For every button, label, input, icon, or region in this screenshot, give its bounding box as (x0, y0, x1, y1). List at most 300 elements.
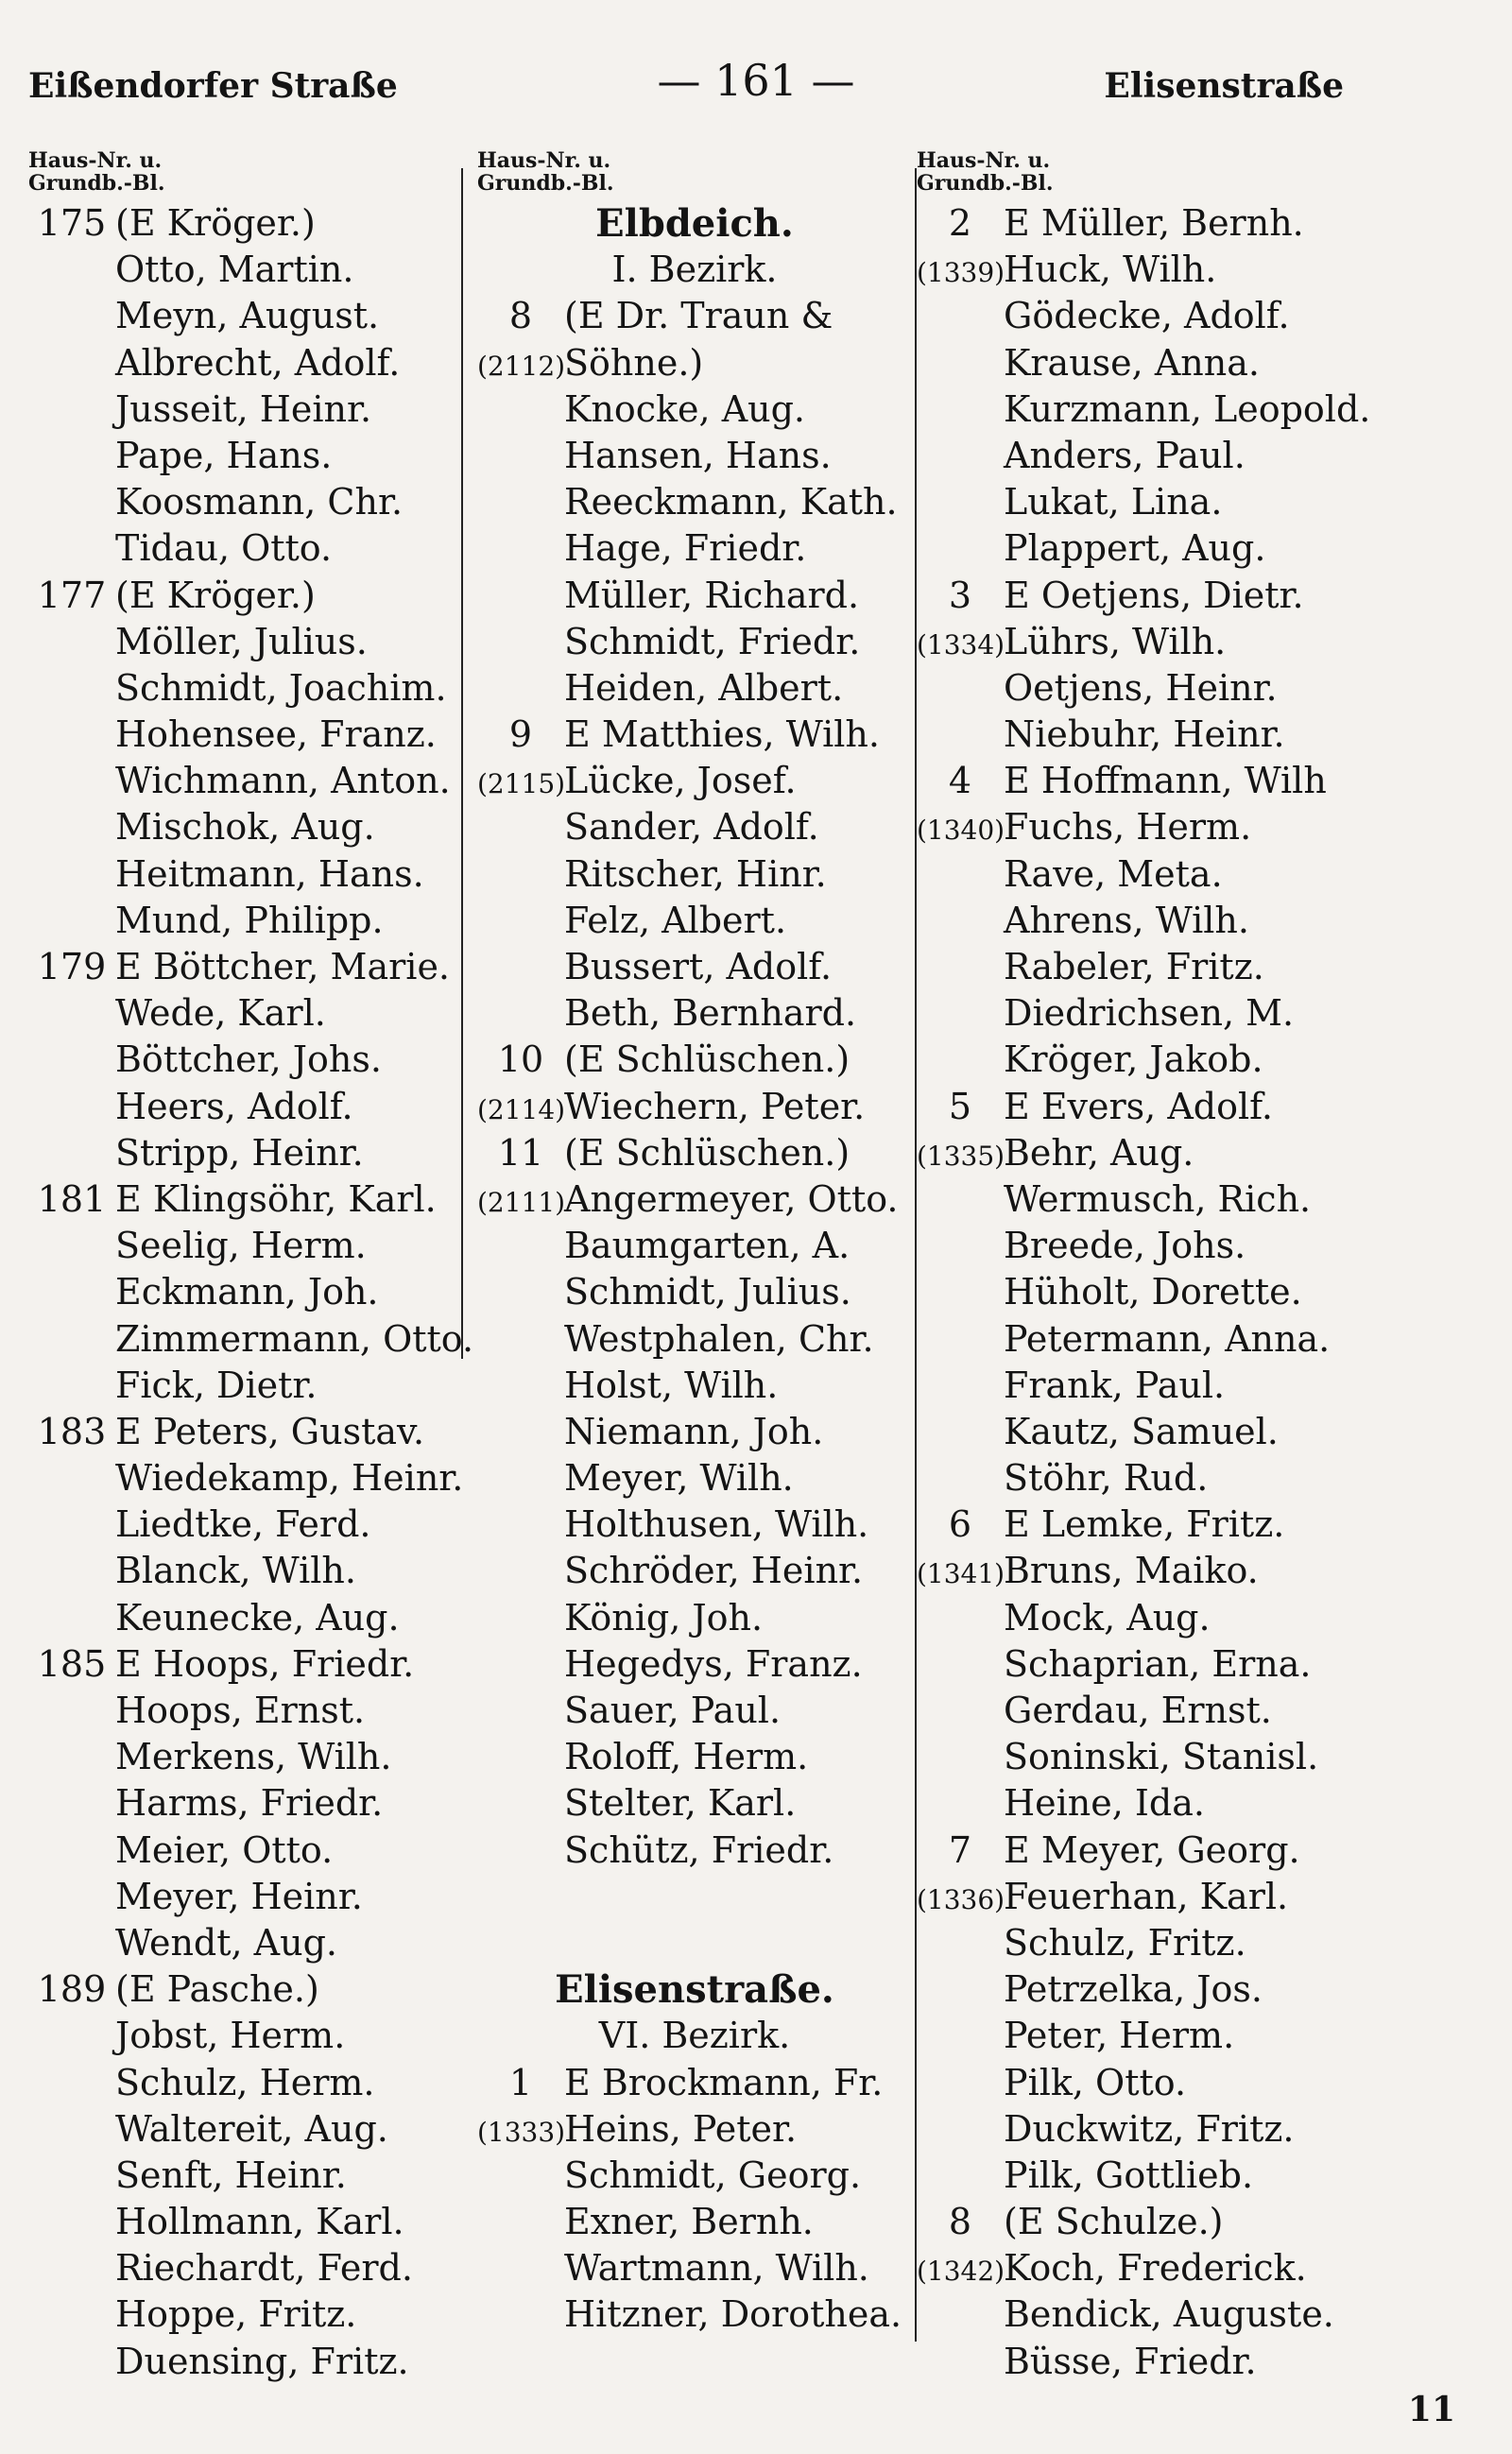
resident-name: Zimmermann, Otto. (115, 1317, 474, 1360)
resident-name: Schulz, Herm. (115, 2061, 375, 2103)
resident-line (917, 665, 1361, 712)
resident-line (28, 340, 472, 386)
resident-name: E Evers, Adolf. (1004, 1085, 1273, 1127)
street-heading: Elbdeich. (595, 201, 794, 246)
resident-name: Wartmann, Wilh. (564, 2247, 869, 2290)
spacer (477, 1874, 912, 1920)
house-entry (477, 1084, 912, 1130)
resident-name: König, Joh. (564, 1596, 764, 1639)
resident-line (477, 2245, 912, 2291)
resident-line (917, 340, 1361, 386)
resident-line (28, 665, 472, 712)
resident-line (28, 247, 472, 293)
land-register-number: (2112) (477, 350, 566, 382)
resident-line (28, 1084, 472, 1130)
resident-line (28, 1688, 472, 1734)
resident-line (477, 573, 912, 619)
resident-name: Meier, Otto. (115, 1828, 334, 1871)
resident-line (477, 2153, 912, 2199)
resident-name: E Peters, Gustav. (115, 1410, 425, 1452)
resident-line (477, 386, 912, 433)
house-entry (917, 573, 1361, 619)
resident-name: Rave, Meta. (1004, 852, 1223, 895)
resident-name: E Hoffmann, Wilh (1004, 760, 1327, 802)
column-lines (477, 200, 912, 2339)
house-number: 181 (37, 1177, 107, 1220)
resident-name: Lücke, Josef. (564, 760, 797, 802)
resident-name: Ahrens, Wilh. (1004, 899, 1249, 941)
resident-name: Stripp, Heinr. (115, 1131, 364, 1174)
resident-name: Diedrichsen, M. (1004, 992, 1295, 1035)
resident-line (917, 898, 1361, 944)
resident-line (917, 1920, 1361, 1966)
resident-name: (E Schulze.) (1004, 2201, 1224, 2243)
resident-line (917, 2013, 1361, 2059)
resident-name: Wermusch, Rich. (1004, 1177, 1312, 1220)
resident-name: Feuerhan, Karl. (1004, 1875, 1289, 1917)
resident-line (28, 804, 472, 850)
resident-line (477, 2291, 912, 2338)
house-entry (477, 1130, 912, 1176)
house-entry (477, 758, 912, 804)
resident-name: Frank, Paul. (1004, 1364, 1226, 1406)
resident-line (28, 386, 472, 433)
resident-line (28, 619, 472, 665)
resident-line (28, 758, 472, 804)
resident-name: Pape, Hans. (115, 434, 333, 476)
resident-name: Heiden, Albert. (564, 666, 844, 709)
house-number: 189 (37, 1968, 107, 2011)
house-entry (917, 1502, 1361, 1548)
resident-name: Gerdau, Ernst. (1004, 1690, 1272, 1731)
resident-line (477, 619, 912, 665)
resident-line (917, 1595, 1361, 1641)
resident-line (917, 1734, 1361, 1780)
house-entry (917, 1084, 1361, 1130)
resident-name: Duensing, Fritz. (115, 2340, 409, 2382)
resident-name: Mischok, Aug. (115, 806, 375, 849)
land-register-number: (1334) (917, 628, 1005, 661)
resident-name: (E Dr. Traun & (564, 295, 833, 337)
resident-name: Beth, Bernhard. (564, 992, 857, 1035)
resident-name: Möller, Julius. (115, 620, 368, 662)
resident-name: Bruns, Maiko. (1004, 1550, 1259, 1592)
resident-line (28, 2339, 472, 2385)
resident-name: Wichmann, Anton. (115, 760, 451, 802)
resident-line (477, 1363, 912, 1409)
resident-name: Heers, Adolf. (115, 1085, 353, 1127)
house-number: 11 (497, 1131, 544, 1174)
house-entry (917, 200, 1361, 247)
resident-line (28, 851, 472, 898)
resident-line (477, 851, 912, 898)
resident-name: Duckwitz, Fritz. (1004, 2107, 1295, 2150)
resident-name: Lührs, Wilh. (1004, 620, 1227, 662)
resident-name: E Lemke, Fritz. (1004, 1503, 1285, 1546)
resident-line (917, 2106, 1361, 2153)
resident-line (917, 2339, 1361, 2385)
resident-name: Hegedys, Franz. (564, 1642, 863, 1685)
column-header-line1: Haus-Nr. u. (28, 148, 163, 173)
house-number: 179 (37, 946, 107, 987)
resident-name: Hitzner, Dorothea. (564, 2293, 902, 2336)
resident-name: E Meyer, Georg. (1004, 1828, 1300, 1871)
resident-line (917, 2060, 1361, 2106)
resident-name: Jobst, Herm. (115, 2015, 346, 2057)
resident-line (477, 1641, 912, 1688)
resident-line (28, 1316, 472, 1363)
resident-line (917, 851, 1361, 898)
resident-name: Niebuhr, Heinr. (1004, 713, 1285, 756)
resident-name: Müller, Richard. (564, 574, 860, 616)
resident-name: E Oetjens, Dietr. (1004, 574, 1304, 616)
resident-line (917, 1269, 1361, 1315)
resident-line (917, 2291, 1361, 2338)
resident-name: Bussert, Adolf. (564, 946, 833, 987)
resident-name: Wiedekamp, Heinr. (115, 1457, 464, 1500)
resident-name: Böttcher, Johs. (115, 1038, 382, 1081)
resident-name: Meyn, August. (115, 295, 380, 337)
house-number: 10 (497, 1038, 544, 1081)
resident-name: Schröder, Heinr. (564, 1550, 864, 1592)
column-header-line2: Grundb.-Bl. (477, 171, 614, 196)
resident-line (28, 1920, 472, 1966)
house-entry (28, 1176, 472, 1223)
column-1 (28, 148, 474, 2382)
resident-name: Schaprian, Erna. (1004, 1642, 1312, 1685)
resident-line (477, 479, 912, 525)
resident-line (477, 1269, 912, 1315)
resident-name: Lukat, Lina. (1004, 481, 1223, 523)
column-header (28, 149, 472, 198)
resident-name: Hansen, Hans. (564, 434, 832, 476)
land-register-number: (2115) (477, 768, 566, 800)
resident-name: Fuchs, Herm. (1004, 806, 1252, 849)
resident-name: Meyer, Wilh. (564, 1457, 794, 1500)
resident-name: Krause, Anna. (1004, 341, 1260, 384)
resident-line (917, 990, 1361, 1037)
resident-name: E Hoops, Friedr. (115, 1642, 415, 1685)
house-entry (917, 1828, 1361, 1874)
resident-line (917, 1363, 1361, 1409)
resident-name: Mock, Aug. (1004, 1596, 1211, 1639)
resident-name: Petrzelka, Jos. (1004, 1968, 1263, 2011)
resident-name: Kautz, Samuel. (1004, 1410, 1279, 1452)
resident-line (477, 1316, 912, 1363)
house-entry (28, 944, 472, 990)
resident-name: Stelter, Karl. (564, 1782, 797, 1825)
house-entry (917, 2245, 1361, 2291)
land-register-number: (1339) (917, 257, 1005, 289)
resident-line (28, 525, 472, 572)
house-number: 8 (508, 295, 533, 337)
resident-name: Ritscher, Hinr. (564, 852, 827, 895)
resident-name: Büsse, Friedr. (1004, 2340, 1257, 2382)
house-number: 175 (37, 202, 107, 244)
signature-mark: 11 (1407, 2390, 1455, 2429)
resident-line (477, 433, 912, 479)
resident-line (28, 2291, 472, 2338)
land-register-number: (1333) (477, 2116, 566, 2148)
house-entry (477, 2060, 912, 2106)
resident-line (477, 665, 912, 712)
resident-name: Reeckmann, Kath. (564, 481, 898, 523)
resident-name: Huck, Wilh. (1004, 249, 1217, 291)
resident-line (477, 1409, 912, 1455)
resident-name: Rabeler, Fritz. (1004, 946, 1264, 987)
resident-line (28, 2013, 472, 2059)
house-entry (28, 1641, 472, 1688)
resident-name: Schulz, Fritz. (1004, 1921, 1246, 1964)
resident-line (477, 1734, 912, 1780)
resident-name: Holst, Wilh. (564, 1364, 779, 1406)
resident-name: Exner, Bernh. (564, 2201, 814, 2243)
resident-name: Westphalen, Chr. (564, 1317, 874, 1360)
column-header-line1: Haus-Nr. u. (917, 148, 1051, 173)
resident-line (28, 293, 472, 339)
resident-line (477, 1223, 912, 1269)
resident-line (477, 898, 912, 944)
resident-name: (E Pasche.) (115, 1968, 319, 2011)
resident-name: Gödecke, Adolf. (1004, 295, 1290, 337)
column-3 (917, 148, 1371, 2382)
resident-line (28, 712, 472, 758)
resident-name: Peter, Herm. (1004, 2015, 1235, 2057)
resident-name: Pilk, Gottlieb. (1004, 2154, 1254, 2196)
resident-line (917, 2153, 1361, 2199)
house-number: 1 (508, 2061, 533, 2103)
resident-line (28, 2153, 472, 2199)
column-lines (28, 200, 472, 2385)
house-entry (917, 804, 1361, 850)
house-entry (917, 758, 1361, 804)
house-entry (477, 1176, 912, 1223)
resident-line (477, 990, 912, 1037)
resident-line (28, 1502, 472, 1548)
resident-name: Bendick, Auguste. (1004, 2293, 1334, 2336)
resident-name: Roloff, Herm. (564, 1736, 809, 1778)
resident-line (917, 1966, 1361, 2013)
district-heading: VI. Bezirk. (598, 2015, 791, 2057)
resident-name: Otto, Martin. (115, 249, 354, 291)
house-entry (28, 573, 472, 619)
resident-line (28, 2060, 472, 2106)
resident-name: Petermann, Anna. (1004, 1317, 1331, 1360)
resident-name: Holthusen, Wilh. (564, 1503, 869, 1546)
resident-name: Breede, Johs. (1004, 1225, 1246, 1267)
resident-line (477, 1548, 912, 1594)
resident-name: Liedtke, Ferd. (115, 1503, 371, 1546)
land-register-number: (1341) (917, 1558, 1005, 1590)
running-header-right: Elisenstraße (1104, 66, 1344, 106)
page-number: — 161 — (657, 55, 855, 106)
resident-name: Hollmann, Karl. (115, 2201, 404, 2243)
land-register-number: (1335) (917, 1140, 1005, 1172)
resident-line (28, 1780, 472, 1827)
resident-line (28, 1037, 472, 1083)
column-header-line2: Grundb.-Bl. (917, 171, 1054, 196)
house-entry (477, 340, 912, 386)
resident-name: Hohensee, Franz. (115, 713, 437, 756)
resident-line (28, 1269, 472, 1315)
land-register-number: (2111) (477, 1186, 566, 1218)
resident-name: Hage, Friedr. (564, 527, 807, 570)
house-entry (917, 1548, 1361, 1594)
house-entry (917, 619, 1361, 665)
resident-line (917, 525, 1361, 572)
resident-line (917, 1409, 1361, 1455)
resident-name: Blanck, Wilh. (115, 1550, 356, 1592)
spacer (477, 1920, 912, 1966)
resident-name: Anders, Paul. (1004, 434, 1246, 476)
resident-line (917, 944, 1361, 990)
resident-name: Meyer, Heinr. (115, 1875, 363, 1917)
resident-name: Koch, Frederick. (1004, 2247, 1307, 2290)
resident-name: Fick, Dietr. (115, 1364, 318, 1406)
resident-name: Plappert, Aug. (1004, 527, 1266, 570)
resident-name: Riechardt, Ferd. (115, 2247, 413, 2290)
resident-name: Schütz, Friedr. (564, 1828, 834, 1871)
resident-name: Heine, Ida. (1004, 1782, 1205, 1825)
resident-line (917, 1641, 1361, 1688)
resident-line (917, 1223, 1361, 1269)
resident-name: E Brockmann, Fr. (564, 2061, 884, 2103)
house-entry (917, 1130, 1361, 1176)
resident-line (477, 1595, 912, 1641)
resident-line (477, 944, 912, 990)
resident-line (28, 2245, 472, 2291)
resident-name: Söhne.) (564, 341, 704, 384)
resident-line (917, 293, 1361, 339)
resident-name: E Müller, Bernh. (1004, 202, 1304, 244)
house-entry (477, 1037, 912, 1083)
resident-line (28, 990, 472, 1037)
house-entry (917, 1874, 1361, 1920)
resident-line (917, 1688, 1361, 1734)
resident-line (28, 433, 472, 479)
resident-line (477, 525, 912, 572)
resident-name: Tidau, Otto. (115, 527, 333, 570)
resident-line (28, 1874, 472, 1920)
column-header-line2: Grundb.-Bl. (28, 171, 165, 196)
land-register-number: (1340) (917, 815, 1005, 847)
resident-name: Heitmann, Hans. (115, 852, 424, 895)
resident-name: Stöhr, Rud. (1004, 1457, 1209, 1500)
house-number: 2 (948, 202, 972, 244)
house-entry (917, 2199, 1361, 2245)
resident-line (28, 2199, 472, 2245)
resident-name: Koosmann, Chr. (115, 481, 404, 523)
column-header-line1: Haus-Nr. u. (477, 148, 611, 173)
resident-name: Senft, Heinr. (115, 2154, 347, 2196)
house-entry (28, 1966, 472, 2013)
resident-line (917, 433, 1361, 479)
resident-name: Harms, Friedr. (115, 1782, 384, 1825)
resident-name: Hoops, Ernst. (115, 1690, 366, 1731)
resident-line (28, 898, 472, 944)
resident-name: Sander, Adolf. (564, 806, 819, 849)
resident-line (917, 1316, 1361, 1363)
resident-name: Waltereit, Aug. (115, 2107, 388, 2150)
street-heading: Elisenstraße. (555, 1967, 834, 2013)
resident-name: Heins, Peter. (564, 2107, 798, 2150)
resident-line (477, 804, 912, 850)
house-entry (477, 2106, 912, 2153)
column-header (917, 149, 1361, 198)
land-register-number: (1336) (917, 1883, 1005, 1915)
land-register-number: (2114) (477, 1093, 566, 1125)
resident-name: Hüholt, Dorette. (1004, 1271, 1302, 1313)
resident-name: Angermeyer, Otto. (564, 1177, 899, 1220)
resident-line (917, 479, 1361, 525)
resident-name: Baumgarten, A. (564, 1225, 850, 1267)
resident-name: Wiechern, Peter. (564, 1085, 866, 1127)
resident-name: Oetjens, Heinr. (1004, 666, 1278, 709)
resident-name: (E Kröger.) (115, 202, 316, 244)
resident-name: Schmidt, Joachim. (115, 666, 447, 709)
resident-line (28, 1455, 472, 1502)
house-entry (477, 293, 912, 339)
resident-name: E Böttcher, Marie. (115, 946, 451, 987)
resident-name: Kurzmann, Leopold. (1004, 387, 1371, 430)
column-lines (917, 200, 1371, 2385)
resident-line (917, 1780, 1361, 1827)
resident-line (28, 1223, 472, 1269)
resident-line (477, 1828, 912, 1874)
column-header (477, 149, 912, 198)
resident-name: (E Kröger.) (115, 574, 316, 616)
column-2 (477, 149, 912, 2378)
resident-line (477, 1688, 912, 1734)
resident-name: Sauer, Paul. (564, 1690, 782, 1731)
house-number: 9 (508, 713, 533, 756)
resident-name: Felz, Albert. (564, 899, 787, 941)
resident-name: Schmidt, Georg. (564, 2154, 862, 2196)
house-number: 7 (948, 1828, 972, 1871)
resident-name: E Klingsöhr, Karl. (115, 1177, 437, 1220)
resident-name: Seelig, Herm. (115, 1225, 367, 1267)
resident-name: Jusseit, Heinr. (115, 387, 372, 430)
house-number: 185 (37, 1642, 107, 1685)
land-register-number: (1342) (917, 2256, 1005, 2288)
resident-name: Wendt, Aug. (115, 1921, 337, 1964)
resident-name: Eckmann, Joh. (115, 1271, 379, 1313)
resident-name: Keunecke, Aug. (115, 1596, 400, 1639)
resident-name: Merkens, Wilh. (115, 1736, 392, 1778)
resident-line (28, 479, 472, 525)
house-entry (28, 1409, 472, 1455)
resident-name: Wede, Karl. (115, 992, 326, 1035)
resident-line (28, 1828, 472, 1874)
resident-line (917, 1176, 1361, 1223)
house-number: 5 (948, 1085, 972, 1127)
house-number: 8 (948, 2201, 972, 2243)
running-header-left: Eißendorfer Straße (28, 66, 398, 106)
resident-line (28, 1595, 472, 1641)
resident-line (477, 1780, 912, 1827)
resident-line (477, 1455, 912, 1502)
resident-line (28, 1548, 472, 1594)
house-entry (477, 712, 912, 758)
house-entry (28, 200, 472, 247)
house-number: 183 (37, 1410, 107, 1452)
resident-line (28, 1363, 472, 1409)
resident-name: Knocke, Aug. (564, 387, 806, 430)
resident-name: Pilk, Otto. (1004, 2061, 1187, 2103)
resident-name: Soninski, Stanisl. (1004, 1736, 1319, 1778)
resident-name: (E Schlüschen.) (564, 1131, 850, 1174)
resident-line (917, 1455, 1361, 1502)
